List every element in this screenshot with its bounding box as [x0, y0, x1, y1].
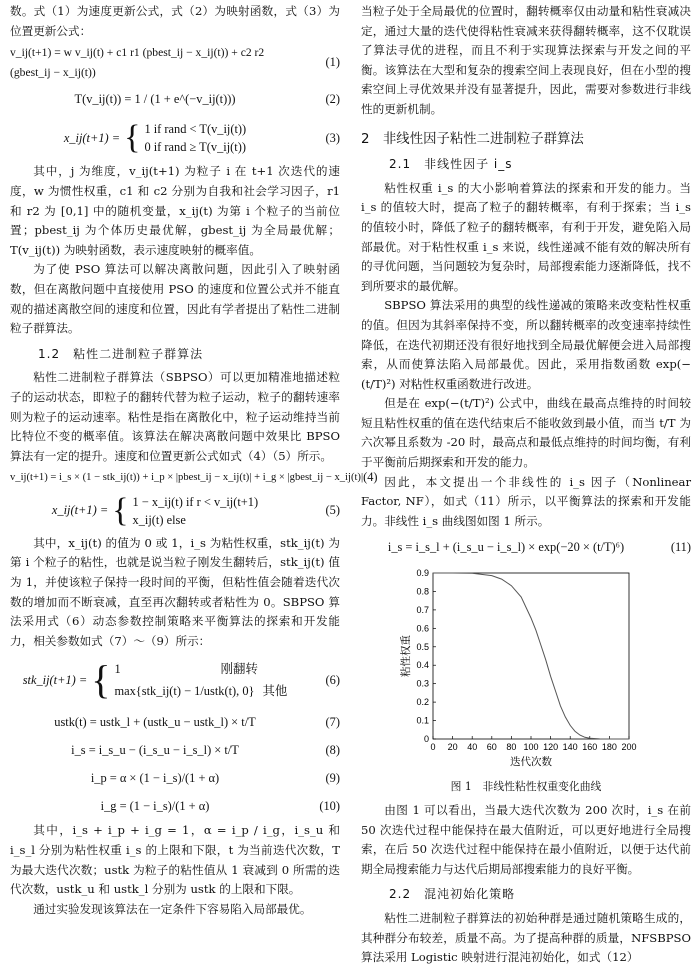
equation-6-case-2: max{stk_ij(t) − 1/ustk(t), 0}	[114, 684, 255, 699]
paragraph-variables: 其中，j 为维度，v_ij(t+1) 为粒子 i 在 t+1 次迭代的速度，w 为惯性权重，c1 和 c2 分别为自我和社会学习因子，r1 和 r2 为 [0,1] 中的随机变量，x_ij(t) 为第 i 个粒子的当前位置；pbest_ij 为个体历史最优解，gbest_ij 为全局最优解；T(v_ij(t)) 为映射函数，表示速度映射的概率值。	[10, 164, 340, 257]
equation-3-case-2: 0 if rand ≥ T(v_ij(t))	[144, 140, 246, 155]
stickiness-weight-curve	[433, 573, 629, 739]
subsection-2-1-heading: 2.1 非线性因子 i_s	[389, 157, 513, 172]
equation-3-number: (3)	[325, 130, 340, 145]
y-tick-label: 0.7	[416, 605, 429, 616]
x-tick-label: 200	[621, 742, 637, 753]
figure-1-caption: 图 1 非线性粘性权重变化曲线	[450, 780, 602, 794]
subsection-2-2-heading: 2.2 混沌初始化策略	[389, 887, 516, 902]
x-tick-label: 0	[430, 742, 436, 753]
equation-1	[10, 43, 340, 82]
equation-6-lhs: stk_ij(t+1) =	[22, 672, 88, 687]
y-tick-label: 0	[423, 734, 429, 745]
paragraph-exponential: 但是在 exp(−(t/T)²) 公式中，曲线在最高点维持的时间较短且粘性权重的值在迭代结束后不能收敛到最小值，而当 t/T 为六次幂且系数为 -20 时，最高点和最低点维持的时间均衡，有利于平衡前后期探索和开发的能力。	[361, 396, 691, 470]
equation-6-note-1: 刚翻转	[220, 662, 258, 677]
equation-9	[10, 765, 340, 791]
equation-6-number: (6)	[325, 672, 340, 687]
paragraph-figure-analysis: 由图 1 可以看出，当最大迭代次数为 200 次时，i_s 在前 50 次迭代过程中能保持在最大值附近，可以更好地进行全局搜索，在后 50 次迭代过程中能保持在最小值附近，以便于达代前期全局搜索能力与达代后期局部搜索能力的良好平衡。	[361, 803, 691, 876]
subsection-1-2-heading: 1.2 粘性二进制粒子群算法	[38, 346, 204, 361]
y-tick-label: 0.8	[416, 586, 429, 597]
y-axis-label: 粘性权重	[400, 635, 412, 678]
y-tick-label: 0.1	[416, 715, 429, 726]
equation-1-number: (1)	[325, 54, 340, 69]
equation-11-number: (11)	[670, 539, 691, 554]
paragraph-stickiness: 其中，x_ij(t) 的值为 0 或 1，i_s 为粘性权重，stk_ij(t) 为第 i 个粒子的粘性，也就是说当粒子刚发生翻转后，stk_ij(t) 值为 1，并使该粒子保持一段时间的平衡，但粘性值会随着迭代次数的增加而不断衰减，直至再次翻转或者粘性为 0。SBPSO 算法采用式（6）动态参数控制策略来平衡算法的探索和开发能力，相关参数如式（7）～（9）所示：	[10, 535, 340, 648]
x-axis-label: 迭代次数	[510, 756, 552, 769]
equation-10-number: (10)	[319, 798, 340, 813]
equation-3: x_ij(t+1) = { 1 if rand < T(v_ij(t)) 0 if rand ≥ T(v_ij(t)) (3)	[63, 119, 340, 157]
equation-4-number: (4)	[363, 470, 378, 485]
equation-2	[10, 84, 340, 114]
equation-8-body: i_s = i_s_u − (i_s_u − i_s_l) × t/T	[71, 742, 239, 757]
equation-1-body: v_ij(t+1) = w v_ij(t) + c1 r1 (pbest_ij − x_ij(t)) + c2 r2 (gbest_ij − x_ij(t))	[10, 46, 265, 79]
x-tick-label: 20	[447, 742, 458, 753]
equation-10	[10, 793, 340, 819]
equation-7-body: ustk(t) = ustk_l + (ustk_u − ustk_l) × t/T	[54, 714, 256, 729]
equation-5-case-1: 1 − x_ij(t) if r < v_ij(t+1)	[132, 494, 259, 509]
equation-6-case-1: 1	[114, 662, 121, 677]
x-tick-label: 100	[523, 742, 539, 753]
equation-6-note-2: 其他	[262, 684, 288, 699]
equation-7-number: (7)	[325, 714, 340, 729]
x-tick-label: 80	[506, 742, 517, 753]
paragraph-stickiness-weight: 粘性权重 i_s 的大小影响着算法的探索和开发的能力。当 i_s 的值较大时，提高了粒子的翻转概率，有利于探索；当 i_s 的值较小时，降低了粒子的翻转概率，有利于开发，避免陷入局部最优。对于粘性权重 i_s 来说，线性递减不能有效的解决所有的寻优问题，当问题较为复杂时，局部搜索能力逐渐降低，找不到所要求的最优解。	[361, 180, 691, 293]
y-tick-label: 0.6	[416, 623, 429, 634]
paragraph-chaotic-init: 粘性二进制粒子群算法的初始种群是通过随机策略生成的，其种群分布较差，质量不高。为了提高种群的质量，NFSBPSO 算法采用 Logistic 映射进行混沌初始化，如式（12）	[361, 911, 691, 965]
equation-4	[10, 468, 378, 488]
equation-8-number: (8)	[325, 742, 340, 757]
equation-8	[10, 737, 340, 763]
x-tick-label: 120	[543, 742, 559, 753]
equation-9-number: (9)	[325, 770, 340, 785]
equation-5-case-2: x_ij(t) else	[132, 512, 186, 527]
intro-paragraph: 数。式（1）为速度更新公式，式（2）为映射函数，式（3）为位置更新公式：	[10, 4, 340, 38]
equation-11	[361, 533, 691, 561]
right-column	[361, 2, 691, 968]
y-tick-label: 0.5	[416, 642, 429, 653]
equation-9-body: i_p = α × (1 − i_s)/(1 + α)	[90, 770, 220, 785]
equation-5-number: (5)	[325, 503, 340, 518]
paragraph-flip-probability: 当粒子处于全局最优的位置时，翻转概率仅由动量和粘性衰减决定，通过大量的迭代使得粘性衰减来获得翻转概率，这不仅耽误了算法寻优的进程，而且不利于实现算法探索与开发之间的平衡。该算法在大型和复杂的搜索空间上表现良好，但在小型的搜索空间上寻优效果并没有显著提升，因此，需要对参数进行非线性的更新机制。	[361, 4, 691, 116]
x-tick-label: 60	[486, 742, 497, 753]
section-2-heading: 2 非线性因子粘性二进制粒子群算法	[361, 131, 584, 147]
equation-3-lhs: x_ij(t+1) =	[63, 130, 121, 145]
plot-frame	[433, 573, 629, 739]
equation-11-body: i_s = i_s_l + (i_s_u − i_s_l) × exp(−20 × (t/T)⁶)	[387, 539, 625, 554]
equation-4-body: v_ij(t+1) = i_s × (1 − stk_ij(t)) + i_p × |pbest_ij − x_ij(t)| + i_g × |gbest_ij − x_ij(t)|	[10, 472, 364, 484]
y-tick-label: 0.2	[416, 697, 429, 708]
y-tick-label: 0.3	[416, 679, 429, 690]
equation-3-case-1: 1 if rand < T(v_ij(t))	[144, 122, 247, 137]
stickiness-weight-chart	[361, 567, 691, 777]
paragraph-linear-decrease: SBPSO 算法采用的典型的线性递减的策略来改变粘性权重的值。但因为其斜率保持不变，所以翻转概率的改变速率持续性降低，在迭代初期还没有很好地找到全局最优解便会进入局部搜索，从而使算法陷入局部最优。因此，采用指数函数 exp(−(t/T)²) 对粘性权重函数进行改进。	[361, 298, 691, 391]
equation-2-number: (2)	[325, 91, 340, 106]
equation-5: x_ij(t+1) = { 1 − x_ij(t) if r < v_ij(t+1) x_ij(t) else (5)	[51, 491, 340, 529]
paragraph-local-optimum: 通过实验发现该算法在一定条件下容易陷入局部最优。	[33, 901, 312, 916]
paragraph-nonlinear-factor: 因此，本文提出一个非线性的 i_s 因子（Nonlinear Factor, NF），如式（11）所示，以平衡算法的探索和开发能力。非线性 i_s 曲线图如图 1 所示。	[361, 474, 691, 528]
x-tick-label: 180	[601, 742, 617, 753]
y-tick-label: 0.9	[416, 568, 429, 579]
paragraph-sbpso: 粘性二进制粒子群算法（SBPSO）可以更加精准地描述粒子的运动状态，即粒子的翻转代替为粒子运动，粒子的翻转速率则为粒子的运动速率。粘性是指在离散化中，粒子运动维持当前比特位不变的概率值。该算法在解决离散问题中效果比 BPSO 算法有一定的提升。速度和位置更新公式如式（4）（5）所示。	[10, 370, 340, 463]
figure-1	[361, 567, 691, 777]
x-tick-label: 160	[582, 742, 598, 753]
y-tick-label: 0.4	[416, 660, 429, 671]
paragraph-bounds: 其中，i_s + i_p + i_g = 1，α = i_p / i_g，i_s_u 和 i_s_l 分别为粘性权重 i_s 的上限和下限，t 为当前迭代次数，T 为最大迭代次数；ustk 为粒子的粘性值从 1 衰减到 0 所需的迭代次数，ustk_u 和 ustk_l 分别为 ustk 的上限和下限。	[10, 823, 340, 897]
x-tick-label: 140	[562, 742, 578, 753]
equation-2-body: T(v_ij(t)) = 1 / (1 + e^(−v_ij(t)))	[74, 91, 236, 106]
equation-6: stk_ij(t+1) = { 1 刚翻转 max{stk_ij(t) − 1/ustk(t), 0} 其他 (6)	[22, 657, 340, 703]
x-tick-label: 40	[467, 742, 478, 753]
left-column	[10, 2, 378, 919]
paragraph-discrete: 为了使 PSO 算法可以解决离散问题，因此引入了映射函数，但在离散问题中直接使用 PSO 的速度和位置公式并不能直观的描述离散空间的速度和位置，因此有学者提出了粘性二进制粒子群算法。	[10, 262, 340, 336]
equation-7	[10, 709, 340, 735]
equation-5-lhs: x_ij(t+1) =	[51, 503, 109, 518]
equation-10-body: i_g = (1 − i_s)/(1 + α)	[100, 798, 210, 813]
